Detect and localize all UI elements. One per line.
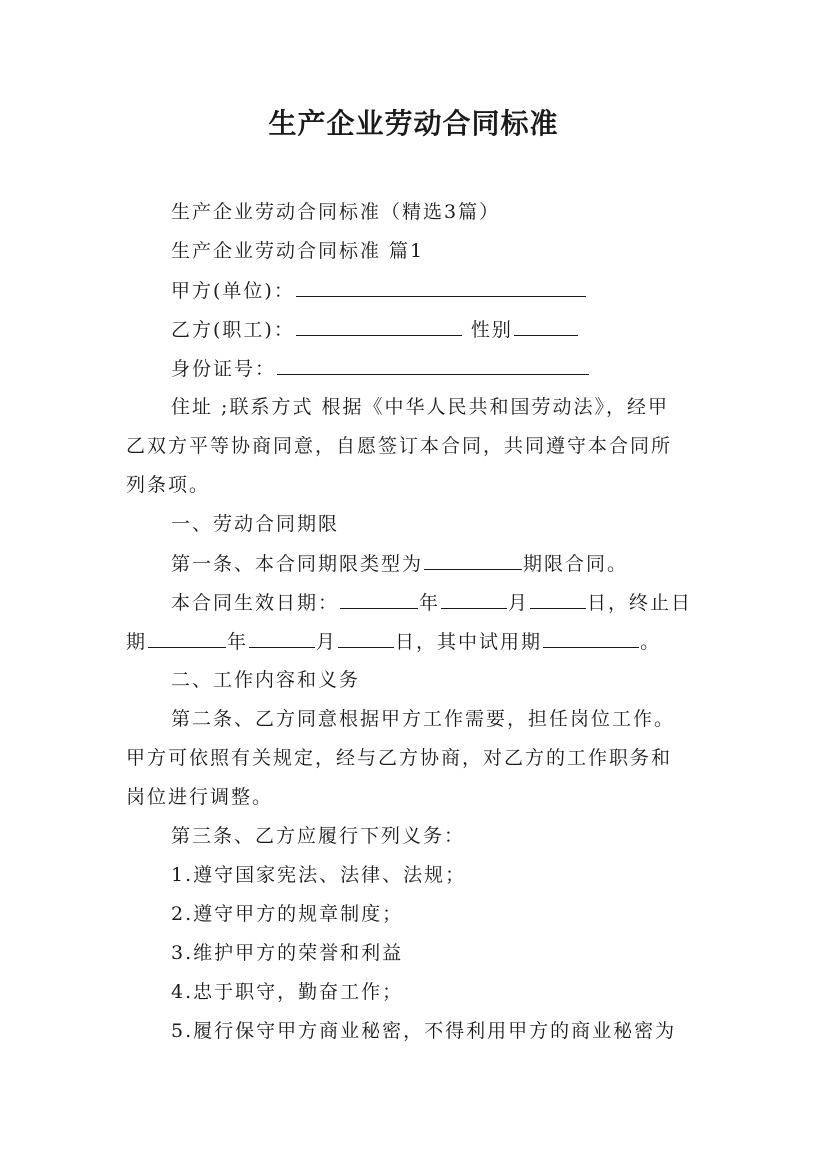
paragraph-line: 生产企业劳动合同标准（精选3篇） [171, 201, 501, 223]
form-line-end-date [126, 629, 716, 654]
paragraph-line: 乙双方平等协商同意，自愿签订本合同，共同遵守本合同所 [126, 435, 673, 457]
field-label: 年 [227, 631, 249, 653]
section-heading: 二、工作内容和义务 [171, 669, 361, 691]
list-item: 5.履行保守甲方商业秘密，不得利用甲方的商业秘密为 [171, 1020, 677, 1042]
blank-underline [424, 551, 522, 570]
field-label: 本合同生效日期： [171, 592, 340, 614]
field-label: 月 [508, 592, 530, 614]
blank-underline [543, 629, 639, 648]
blank-underline [296, 317, 462, 336]
blank-underline [148, 629, 226, 648]
list-item: 2.遵守甲方的规章制度； [171, 903, 404, 925]
field-label: 年 [419, 592, 441, 614]
form-line-term-type [126, 551, 761, 576]
paragraph-line: 生产企业劳动合同标准 篇1 [171, 240, 425, 262]
field-label: 期限合同。 [523, 553, 629, 575]
blank-underline [249, 629, 315, 648]
blank-underline [514, 317, 578, 336]
form-line-party-b [126, 317, 761, 342]
field-label: 身份证号： [171, 358, 277, 380]
blank-underline [338, 629, 394, 648]
paragraph-line: 列条项。 [126, 474, 211, 496]
field-label: 。 [640, 631, 662, 653]
form-line-effective-date [126, 590, 761, 615]
paragraph-line: 住址 ;联系方式 根据《中华人民共和国劳动法》，经甲 [171, 396, 669, 418]
section-heading: 一、劳动合同期限 [171, 513, 340, 535]
field-label: 日，终止日 [587, 592, 693, 614]
list-item: 1.遵守国家宪法、法律、法规； [171, 864, 467, 886]
field-label: 月 [316, 631, 338, 653]
list-item: 4.忠于职守，勤奋工作； [171, 981, 404, 1003]
field-label: 性别 [462, 319, 513, 341]
paragraph-line: 岗位进行调整。 [126, 786, 274, 808]
blank-underline [277, 356, 589, 375]
document-title: 生产企业劳动合同标准 [268, 107, 559, 140]
blank-underline [296, 278, 586, 297]
list-item: 3.维护甲方的荣誉和利益 [171, 942, 404, 964]
field-label: 日，其中试用期 [395, 631, 543, 653]
field-label: 期 [126, 631, 148, 653]
paragraph-line: 甲方可依照有关规定，经与乙方协商，对乙方的工作职务和 [126, 747, 673, 769]
field-label: 甲方(单位)： [171, 280, 295, 302]
field-label: 乙方(职工)： [171, 319, 295, 341]
form-line-id [126, 356, 761, 381]
blank-underline [441, 590, 507, 609]
paragraph-line: 第二条、乙方同意根据甲方工作需要，担任岗位工作。 [171, 708, 676, 730]
field-label: 第一条、本合同期限类型为 [171, 553, 424, 575]
paragraph-line: 第三条、乙方应履行下列义务： [171, 825, 466, 847]
blank-underline [340, 590, 418, 609]
blank-underline [530, 590, 586, 609]
form-line-party-a [126, 278, 761, 303]
